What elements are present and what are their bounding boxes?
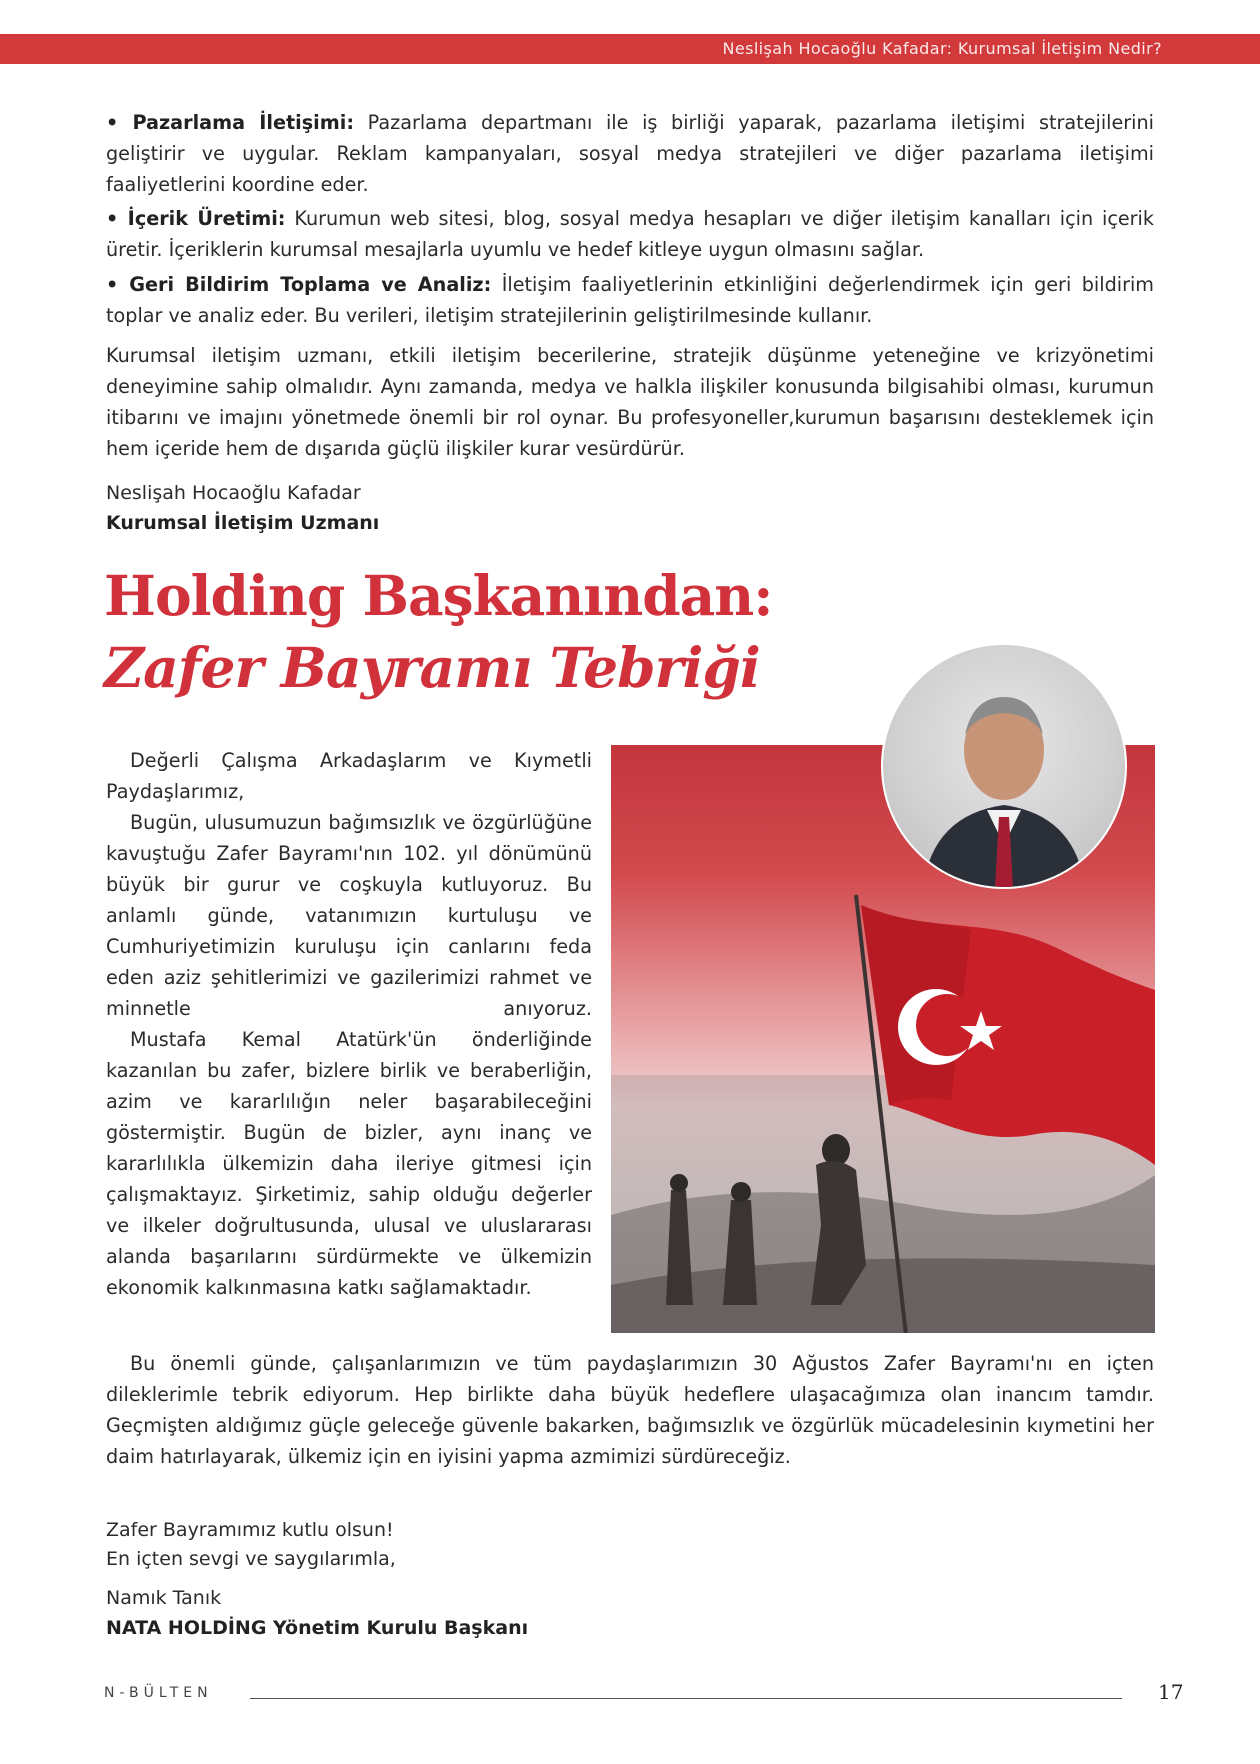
bullet-label: • Geri Bildirim Toplama ve Analiz: [106, 273, 492, 296]
bullet-label: • Pazarlama İletişimi: [106, 111, 354, 134]
closing-line-1: Zafer Bayramımız kutlu olsun! [106, 1519, 394, 1541]
author-name: Neslişah Hocaoğlu Kafadar [106, 482, 361, 504]
article-left-column [106, 745, 592, 1303]
paragraph-1: Bugün, ulusumuzun bağımsızlık ve özgürlüğüne kavuştuğu Zafer Bayramı'nın 102. yıl dönümünü büyük bir gurur ve coşkuyla kutluyoruz. Bu anlamlı günde, vatanımızın kurtuluşu ve Cumhuriyetimizin kuruluşu için canlarını feda eden aziz şehitlerimizi ve gazilerimizi rahmet ve minnetle anıyoruz. [106, 811, 592, 1020]
bullet-label: • İçerik Üretimi: [106, 207, 286, 230]
header-bar [0, 34, 1260, 64]
bullet-text: Pazarlama departmanı ile iş birliği yaparak, pazarlama iletişimi stratejilerini geliştirir ve uygular. Reklam kampanyaları, sosyal medya stratejileri ve diğer pazarlama iletişimi faaliyetlerini koordine eder. [106, 111, 1155, 196]
article-headline [104, 560, 773, 704]
page-number: 17 [1158, 1680, 1184, 1704]
chairman-portrait [881, 643, 1127, 889]
author-title: Kurumsal İletişim Uzmanı [106, 512, 380, 534]
signer-name: Namık Tanık [106, 1587, 222, 1609]
bullet-text: İletişim faaliyetlerinin etkinliğini değerlendirmek için geri bildirim toplar ve analiz eder. Bu verileri, iletişim stratejilerinin geliştirilmesinde kullanır. [106, 273, 1154, 327]
greeting: Değerli Çalışma Arkadaşlarım ve Kıymetli Paydaşlarımız, [106, 749, 592, 803]
bullet-feedback [106, 269, 1154, 331]
bullet-marketing [106, 107, 1154, 200]
publication-name: N-BÜLTEN [104, 1685, 213, 1701]
headline-main: Holding Başkanından: [104, 563, 773, 628]
person-icon [883, 645, 1125, 887]
footer-divider [250, 1698, 1122, 1699]
headline-sub: Zafer Bayramı Tebriği [104, 635, 760, 700]
closing-line-2: En içten sevgi ve saygılarımla, [106, 1548, 396, 1570]
paragraph-2: Mustafa Kemal Atatürk'ün önderliğinde kazanılan bu zafer, bizlere birlik ve beraberliğin, azim ve kararlılığın neler başarabileceğini göstermiştir. Bugün de bizler, aynı inanç ve kararlılıkla ülkemizin daha ileriye gitmesi için çalışmaktayız. Şirketimiz, sahip olduğu değerler ve ilkeler doğrultusunda, ulusal ve uluslararası alanda başarılarını sürdürmekte ve ülkemizin ekonomik kalkınmasına katkı sağlamaktadır. [106, 1028, 592, 1299]
paragraph-3: Bu önemli günde, çalışanlarımızın ve tüm paydaşlarımızın 30 Ağustos Zafer Bayramı'nı en içten dileklerimle tebrik ediyorum. Hep birlikte daha büyük hedeflere ulaşacağımıza olan inancım tamdır. Geçmişten aldığımız güçle geleceğe güvenle bakarken, bağımsızlık ve özgürlük mücadelesinin kıymetini her daim hatırlayarak, ülkemiz için en iyisini yapma azmimizi sürdüreceğiz. [106, 1352, 1154, 1468]
running-title: Neslişah Hocaoğlu Kafadar: Kurumsal İletişim Nedir? [722, 39, 1162, 58]
summary-paragraph: Kurumsal iletişim uzmanı, etkili iletişim becerilerine, stratejik düşünme yeteneğine ve krizyönetimi deneyimine sahip olmalıdır. Aynı zamanda, medya ve halkla ilişkiler konusunda bilgisahibi olması, kurumun itibarını ve imajını yönetmede önemli bir rol oynar. Bu profesyoneller,kurumun başarısını desteklemek için hem içeride hem de dışarıda güçlü ilişkiler kurar vesürdürür. [106, 344, 1154, 460]
bullet-content [106, 203, 1154, 265]
bullet-text: Kurumun web sitesi, blog, sosyal medya hesapları ve diğer iletişim kanalları için içerik üretir. İçeriklerin kurumsal mesajlarla uyumlu ve hedef kitleye uygun olmasını sağlar. [106, 207, 1155, 261]
signer-title: NATA HOLDİNG Yönetim Kurulu Başkanı [106, 1617, 529, 1639]
